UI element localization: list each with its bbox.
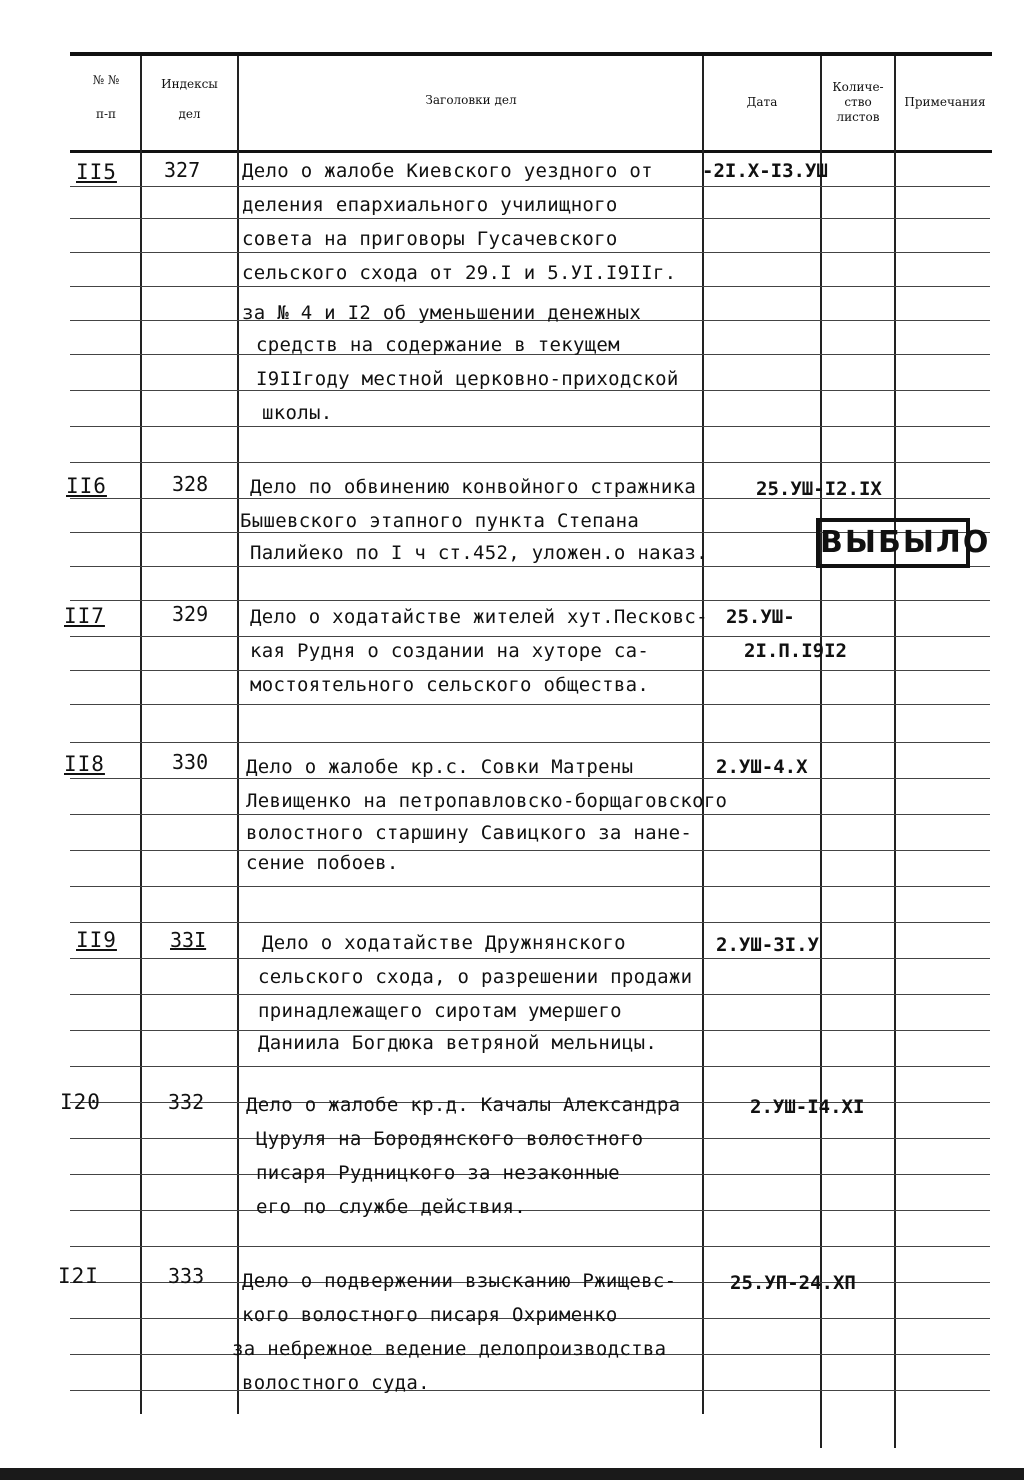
record-title-line: Дело по обвинению конвойного стражника bbox=[250, 476, 697, 498]
retired-stamp: ВЫБЫЛО bbox=[816, 518, 970, 568]
ruled-line bbox=[70, 286, 990, 287]
ruled-line bbox=[70, 778, 990, 779]
record-number: II6 bbox=[66, 474, 107, 498]
record-number: I20 bbox=[60, 1090, 101, 1114]
ruled-line bbox=[70, 390, 990, 391]
record-title-line: Палийеко по I ч ст.452, уложен.о наказ. bbox=[250, 542, 708, 564]
ruled-line bbox=[70, 1066, 990, 1067]
record-title-line: Дело о жалобе кр.д. Качалы Александра bbox=[246, 1094, 681, 1116]
ruled-line bbox=[70, 742, 990, 743]
header-titles: Заголовки дел bbox=[425, 93, 517, 107]
record-title-line: Левищенко на петропавловско-борщаговского bbox=[246, 790, 728, 812]
ruled-line bbox=[70, 922, 990, 923]
ruled-line bbox=[70, 814, 990, 815]
record-title-line: сельского схода, о разрешении продажи bbox=[258, 966, 693, 988]
header-index-top: Индексы bbox=[161, 77, 218, 91]
record-title-line: его по службе действия. bbox=[256, 1196, 526, 1218]
record-title-line: Дело о ходатайстве жителей хут.Песковс- bbox=[250, 606, 708, 628]
ruled-line bbox=[70, 252, 990, 253]
ruled-line bbox=[70, 886, 990, 887]
record-title-line: кого волостного писаря Охрименко bbox=[242, 1304, 618, 1326]
record-date: 2.УШ-4.Х bbox=[716, 756, 808, 778]
header-date: Дата bbox=[746, 95, 778, 109]
record-index: 33I bbox=[170, 928, 207, 952]
header-rule bbox=[70, 150, 992, 153]
ruled-line bbox=[70, 600, 990, 601]
record-date: 25.УШ- bbox=[726, 606, 795, 628]
record-title-line: сение побоев. bbox=[246, 852, 399, 874]
record-title-line: за № 4 и I2 об уменьшении денежных bbox=[242, 302, 642, 324]
ruled-line bbox=[70, 958, 990, 959]
header-count-mid: ство bbox=[844, 95, 872, 109]
scan-bottom-edge bbox=[0, 1468, 1024, 1480]
ruled-line bbox=[70, 850, 990, 851]
record-index: 330 bbox=[172, 750, 209, 774]
record-title-line: принадлежащего сиротам умершего bbox=[258, 1000, 622, 1022]
ruled-line bbox=[70, 186, 990, 187]
record-title-line: волостного старшину Савицкого за нане- bbox=[246, 822, 693, 844]
header-count-top: Количе- bbox=[832, 80, 884, 94]
record-title-line: за небрежное ведение делопроизводства bbox=[232, 1338, 667, 1360]
ruled-line bbox=[70, 218, 990, 219]
ruled-line bbox=[70, 704, 990, 705]
record-title-line: Дело о подвержении взысканию Ржищевс- bbox=[242, 1270, 677, 1292]
record-title-line: мостоятельного сельского общества. bbox=[250, 674, 650, 696]
record-index: 327 bbox=[164, 158, 201, 182]
ruled-line bbox=[70, 462, 990, 463]
header-number-bottom: п-п bbox=[95, 107, 117, 121]
record-title-line: Дело о ходатайстве Дружнянского bbox=[262, 932, 626, 954]
record-number: II7 bbox=[64, 604, 105, 628]
record-index: 328 bbox=[172, 472, 209, 496]
record-number: II5 bbox=[76, 160, 117, 184]
record-title-line: Даниила Богдюка ветряной мельницы. bbox=[258, 1032, 658, 1054]
record-index: 329 bbox=[172, 602, 209, 626]
record-date: -2I.X-I3.УШ bbox=[702, 160, 828, 182]
top-rule bbox=[70, 52, 992, 56]
record-title-line: писаря Рудницкого за незаконные bbox=[256, 1162, 620, 1184]
header-index bbox=[142, 76, 237, 122]
ruled-line bbox=[70, 670, 990, 671]
record-title-line: Дело о жалобе кр.с. Совки Матрены bbox=[246, 756, 634, 778]
ruled-line bbox=[70, 1030, 990, 1031]
ruled-line bbox=[70, 1210, 990, 1211]
header-sheet-count bbox=[822, 80, 894, 125]
record-title-line: волостного суда. bbox=[242, 1372, 430, 1394]
record-number: II8 bbox=[64, 752, 105, 776]
header-count-bottom: листов bbox=[836, 110, 880, 124]
column-divider-count bbox=[820, 56, 822, 1448]
record-index: 332 bbox=[168, 1090, 205, 1114]
record-title-line: деления епархиального училищного bbox=[242, 194, 618, 216]
ruled-line bbox=[70, 994, 990, 995]
record-title-line: сельского схода от 29.I и 5.УI.I9IIг. bbox=[242, 262, 677, 284]
column-divider-notes bbox=[894, 56, 896, 1448]
record-number: I2I bbox=[58, 1264, 99, 1288]
record-title-line: Дело о жалобе Киевского уездного от bbox=[242, 160, 653, 182]
header-number bbox=[72, 72, 140, 122]
ruled-line bbox=[70, 1246, 990, 1247]
record-date: 25.УП-24.ХП bbox=[730, 1272, 856, 1294]
header-index-bottom: дел bbox=[178, 107, 201, 121]
record-date-end: 2I.П.I9I2 bbox=[744, 640, 847, 662]
record-title-line: Цуруля на Бородянского волостного bbox=[256, 1128, 644, 1150]
record-title-line: Бышевского этапного пункта Степана bbox=[240, 510, 640, 532]
header-notes: Примечания bbox=[904, 95, 986, 109]
record-index: 333 bbox=[168, 1264, 205, 1288]
ruled-line bbox=[70, 426, 990, 427]
record-date: 25.УШ-I2.IX bbox=[756, 478, 882, 500]
ruled-line bbox=[70, 1390, 990, 1391]
record-title-line: средств на содержание в текущем bbox=[256, 334, 620, 356]
header-number-top: № № bbox=[92, 73, 120, 87]
record-date: 2.УШ-I4.XI bbox=[750, 1096, 865, 1118]
record-title-line: кая Рудня о создании на хуторе са- bbox=[250, 640, 650, 662]
record-title-line: I9IIгоду местной церковно-приходской bbox=[256, 368, 679, 390]
record-title-line: школы. bbox=[262, 402, 333, 424]
record-date: 2.УШ-3I.У bbox=[716, 934, 819, 956]
record-number: II9 bbox=[76, 928, 117, 952]
ruled-line bbox=[70, 636, 990, 637]
record-title-line: совета на приговоры Гусачевского bbox=[242, 228, 618, 250]
